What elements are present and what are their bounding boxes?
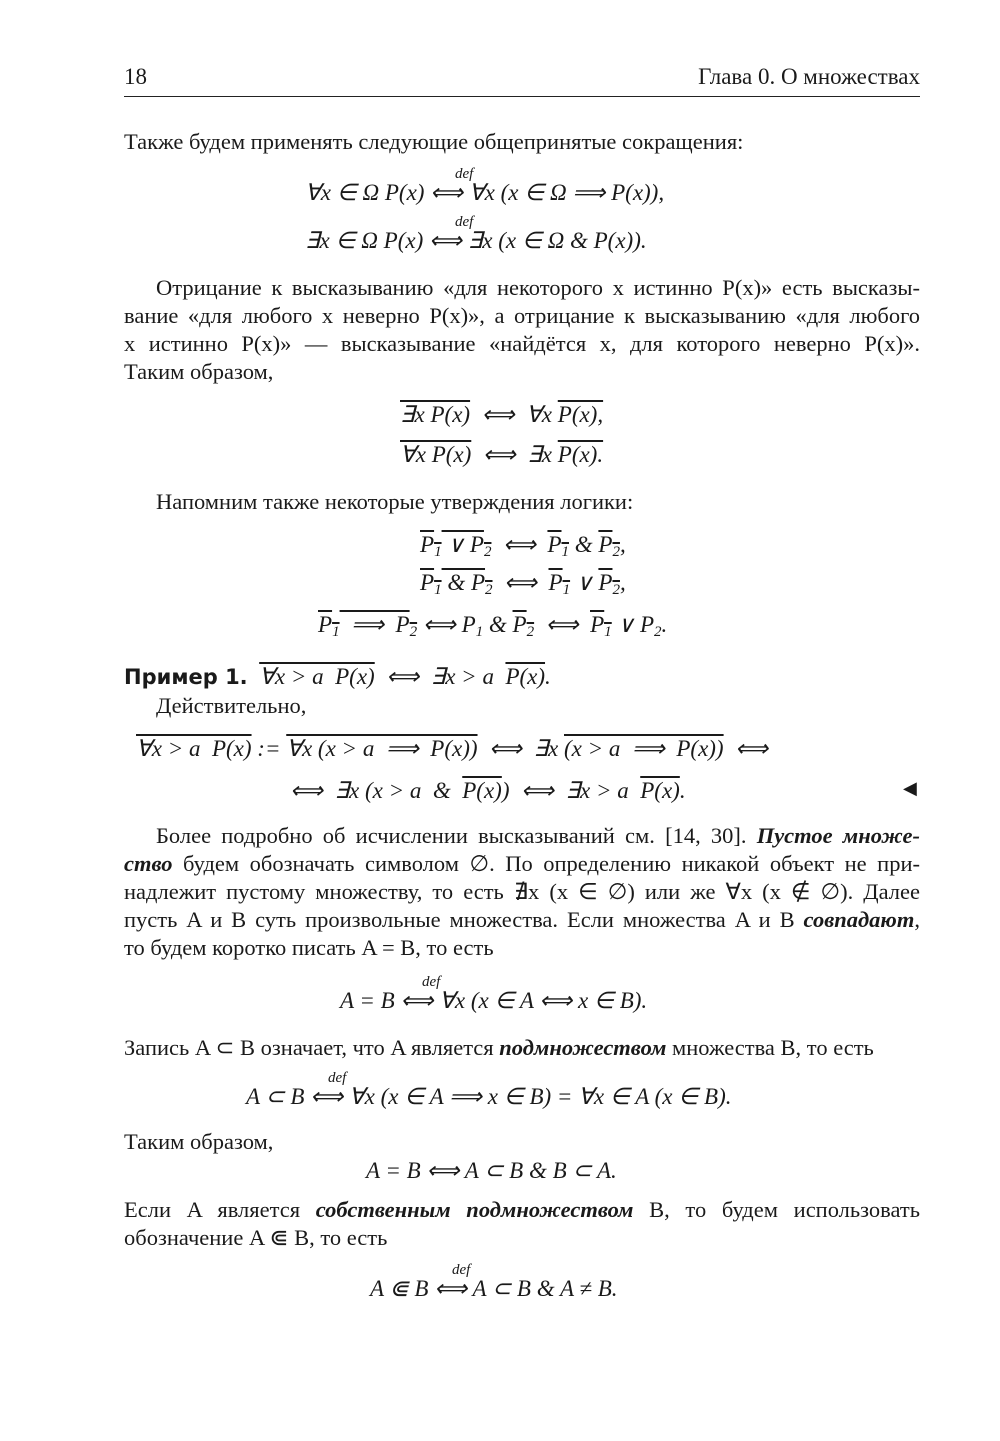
paragraph-negation-line-3: x истинно P(x)» — высказывание «найдётся x, для которого неверно P(x)».: [124, 331, 920, 356]
paragraph-sets-line-5: то будем коротко писать A = B, то есть: [124, 935, 494, 960]
def-label: def: [422, 974, 441, 990]
paragraph-negation-line-2: вание «для любого x неверно P(x)», а отрицание к высказыванию «для любого: [124, 303, 920, 328]
def-label: def: [452, 1262, 471, 1278]
paragraph-abbreviations-intro: Также будем применять следующие общепринятые сокращения:: [124, 129, 744, 154]
paragraph-proper-subset-line-1: Если A является собственным подмножеством B, то будем использовать: [124, 1197, 920, 1222]
paragraph-sets-line-2: ство будем обозначать символом ∅. По определению никакой объект не при-: [124, 851, 920, 876]
page-number: 18: [124, 64, 147, 89]
formula-exists-definition: def ∃x ∈ Ω P(x) ⟺ ∃x (x ∈ Ω & P(x)).: [305, 214, 647, 253]
example-actually: Действительно,: [156, 693, 307, 718]
running-header: [124, 62, 920, 97]
paragraph-proper-subset-line-2: обозначение A ⋐ B, то есть: [124, 1225, 388, 1250]
end-of-example-icon: ◀: [903, 778, 917, 799]
paragraph-thus: Таким образом,: [124, 1129, 274, 1154]
paragraph-negation-line-1: Отрицание к высказыванию «для некоторого x истинно P(x)» есть высказы-: [156, 275, 920, 300]
def-label: def: [328, 1070, 347, 1086]
paragraph-sets-line-4: пусть A и B суть произвольные множества. Если множества A и B совпадают,: [124, 907, 920, 932]
formula-equality-via-subsets: A = B ⟺ A ⊂ B & B ⊂ A.: [366, 1158, 617, 1183]
formula-example-line-1: ∀x > a P(x) := ∀x (x > a ⟹ P(x)) ⟺ ∃x (x > a ⟹ P(x)) ⟺: [136, 736, 769, 761]
paragraph-logic-intro: Напомним также некоторые утверждения логики:: [156, 489, 634, 514]
formula-demorgan-and: $P_1$ & $P_2$ ⟺ $P_1$ ∨ $P_2$,: [420, 570, 626, 598]
formula-subset-definition: def A ⊂ B ⟺ ∀x (x ∈ A ⟹ x ∈ B) = ∀x ∈ A (x ∈ B).: [246, 1070, 732, 1109]
formula-example-line-2: ⟺ ∃x (x > a & P(x)) ⟺ ∃x > a P(x).: [290, 778, 686, 803]
formula-negated-implication: $P_1$ ⟹ $P_2$ ⟺ $P_1$ & $P_2$ ⟺ $P_1$ ∨ $P_2$.: [318, 612, 668, 640]
chapter-title: Глава 0. О множествах: [698, 64, 920, 89]
paragraph-sets-line-3: надлежит пустому множеству, то есть ∄x (x ∈ ∅) или же ∀x (x ∉ ∅). Далее: [124, 879, 920, 904]
formula-forall-definition: def ∀x ∈ Ω P(x) ⟺ ∀x (x ∈ Ω ⟹ P(x)),: [305, 166, 665, 205]
paragraph-negation-line-4: Таким образом,: [124, 359, 274, 384]
formula-demorgan-or: $P_1$ ∨ $P_2$ ⟺ $P_1$ & $P_2$,: [420, 532, 626, 560]
formula-neg-exists: ∃x P(x) ⟺ ∀x P(x),: [400, 402, 604, 427]
formula-proper-subset: def A ⋐ B ⟺ A ⊂ B & A ≠ B.: [370, 1262, 618, 1301]
example-heading: Пример 1. ∀x > a P(x) ⟺ ∃x > a P(x).: [124, 664, 551, 689]
def-label: def: [455, 166, 474, 182]
paragraph-subset: Запись A ⊂ B означает, что A является подмножеством множества B, то есть: [124, 1035, 874, 1060]
paragraph-sets-line-1: Более подробно об исчислении высказываний см. [14, 30]. Пустое множе-: [156, 823, 920, 848]
formula-set-equality: def A = B ⟺ ∀x (x ∈ A ⟺ x ∈ B).: [340, 974, 648, 1013]
def-label: def: [455, 214, 474, 230]
formula-neg-forall: ∀x P(x) ⟺ ∃x P(x).: [400, 442, 604, 467]
